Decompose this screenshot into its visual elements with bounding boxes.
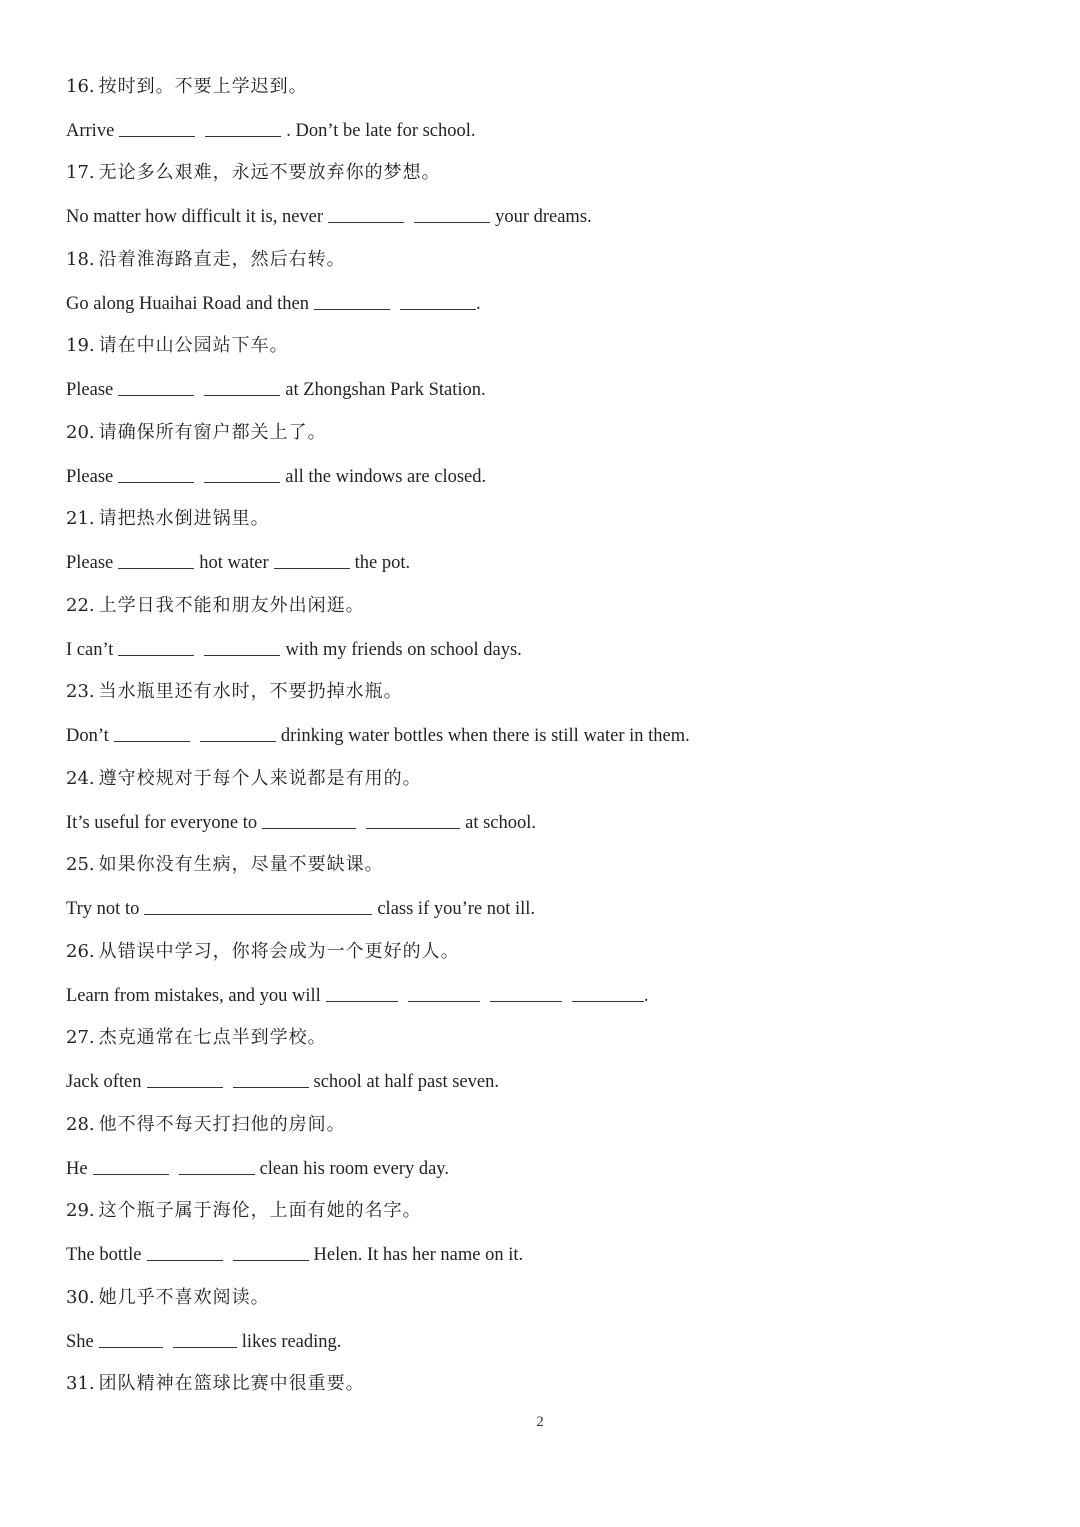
answer-blank[interactable] xyxy=(173,1331,237,1348)
question-22-answer xyxy=(66,636,522,664)
chinese-sentence: 从错误中学习，你将会成为一个更好的人。 xyxy=(98,941,460,962)
question-number: 16. xyxy=(66,76,95,97)
sentence-end: clean his room every day. xyxy=(259,1159,449,1179)
question-number: 21. xyxy=(66,508,95,529)
chinese-sentence: 她几乎不喜欢阅读。 xyxy=(98,1287,270,1308)
question-23-chinese xyxy=(66,678,403,706)
answer-blank[interactable] xyxy=(144,898,372,915)
answer-blank[interactable] xyxy=(205,120,281,137)
answer-blank[interactable] xyxy=(274,552,350,569)
sentence-start: Learn from mistakes, and you will xyxy=(66,986,321,1006)
sentence-end: school at half past seven. xyxy=(313,1072,499,1092)
chinese-sentence: 按时到。不要上学迟到。 xyxy=(98,76,308,97)
sentence-end: . xyxy=(643,986,649,1006)
question-30-answer xyxy=(66,1328,341,1356)
chinese-sentence: 当水瓶里还有水时，不要扔掉水瓶。 xyxy=(98,681,403,702)
question-31-chinese xyxy=(66,1370,365,1398)
answer-blank[interactable] xyxy=(204,466,280,483)
chinese-sentence: 他不得不每天打扫他的房间。 xyxy=(98,1114,346,1135)
sentence-start: She xyxy=(66,1332,94,1352)
question-27-answer xyxy=(66,1068,499,1096)
question-number: 18. xyxy=(66,249,95,270)
sentence-start: Please xyxy=(66,553,114,573)
answer-blank[interactable] xyxy=(204,639,280,656)
chinese-sentence: 如果你没有生病，尽量不要缺课。 xyxy=(98,854,384,875)
sentence-end: . xyxy=(476,294,481,314)
answer-blank[interactable] xyxy=(118,639,194,656)
sentence-start: Go along Huaihai Road and then xyxy=(66,294,310,314)
question-number: 30. xyxy=(66,1287,95,1308)
answer-blank[interactable] xyxy=(200,725,276,742)
chinese-sentence: 沿着淮海路直走，然后右转。 xyxy=(98,249,346,270)
question-number: 23. xyxy=(66,681,95,702)
answer-blank[interactable] xyxy=(400,293,476,310)
chinese-sentence: 上学日我不能和朋友外出闲逛。 xyxy=(98,595,365,616)
question-29-chinese xyxy=(66,1197,422,1225)
answer-blank[interactable] xyxy=(314,293,390,310)
question-30-chinese xyxy=(66,1284,270,1312)
answer-blank[interactable] xyxy=(326,985,398,1002)
chinese-sentence: 请确保所有窗户都关上了。 xyxy=(98,422,327,443)
chinese-sentence: 这个瓶子属于海伦，上面有她的名字。 xyxy=(98,1200,422,1221)
answer-blank[interactable] xyxy=(118,552,194,569)
question-26-answer xyxy=(66,982,648,1010)
answer-blank[interactable] xyxy=(490,985,562,1002)
question-18-answer xyxy=(66,290,481,318)
question-22-chinese xyxy=(66,592,365,620)
chinese-sentence: 遵守校规对于每个人来说都是有用的。 xyxy=(98,768,422,789)
question-19-chinese xyxy=(66,332,289,360)
sentence-end: drinking water bottles when there is still water in them. xyxy=(280,726,690,746)
sentence-end: the pot. xyxy=(354,553,411,573)
sentence-end: your dreams. xyxy=(495,207,592,227)
answer-blank[interactable] xyxy=(99,1331,163,1348)
question-number: 20. xyxy=(66,422,95,443)
sentence-end: with my friends on school days. xyxy=(285,640,522,660)
sentence-start: Arrive xyxy=(66,121,115,141)
sentence-end: all the windows are closed. xyxy=(285,467,487,487)
question-17-chinese xyxy=(66,159,441,187)
question-number: 29. xyxy=(66,1200,95,1221)
question-20-chinese xyxy=(66,419,327,447)
question-26-chinese xyxy=(66,938,460,966)
answer-blank[interactable] xyxy=(233,1071,309,1088)
question-21-chinese xyxy=(66,505,270,533)
question-number: 22. xyxy=(66,595,95,616)
question-number: 26. xyxy=(66,941,95,962)
chinese-sentence: 请把热水倒进锅里。 xyxy=(98,508,270,529)
chinese-sentence: 请在中山公园站下车。 xyxy=(98,335,289,356)
sentence-start: Jack often xyxy=(66,1072,142,1092)
sentence-start: He xyxy=(66,1159,88,1179)
question-20-answer xyxy=(66,463,486,491)
sentence-end: class if you’re not ill. xyxy=(377,899,536,919)
question-number: 31. xyxy=(66,1373,95,1394)
question-number: 28. xyxy=(66,1114,95,1135)
question-17-answer xyxy=(66,203,592,231)
question-29-answer xyxy=(66,1241,523,1269)
question-28-chinese xyxy=(66,1111,346,1139)
answer-blank[interactable] xyxy=(233,1244,309,1261)
answer-blank[interactable] xyxy=(147,1244,223,1261)
question-18-chinese xyxy=(66,246,346,274)
question-number: 19. xyxy=(66,335,95,356)
answer-blank[interactable] xyxy=(147,1071,223,1088)
sentence-end: likes reading. xyxy=(241,1332,342,1352)
answer-blank[interactable] xyxy=(204,379,280,396)
sentence-start: Don’t xyxy=(66,726,109,746)
question-24-chinese xyxy=(66,765,422,793)
sentence-start: Please xyxy=(66,467,114,487)
sentence-end: at Zhongshan Park Station. xyxy=(285,380,486,400)
chinese-sentence: 无论多么艰难，永远不要放弃你的梦想。 xyxy=(98,162,441,183)
answer-blank[interactable] xyxy=(366,812,460,829)
answer-blank[interactable] xyxy=(414,206,490,223)
question-19-answer xyxy=(66,376,486,404)
sentence-start: It’s useful for everyone to xyxy=(66,813,258,833)
question-23-answer xyxy=(66,722,690,750)
answer-blank[interactable] xyxy=(118,466,194,483)
chinese-sentence: 团队精神在篮球比赛中很重要。 xyxy=(98,1373,365,1394)
question-number: 24. xyxy=(66,768,95,789)
answer-blank[interactable] xyxy=(328,206,404,223)
sentence-end: Helen. It has her name on it. xyxy=(313,1245,524,1265)
page-number: 2 xyxy=(536,1414,544,1430)
question-number: 27. xyxy=(66,1027,95,1048)
question-28-answer xyxy=(66,1155,449,1183)
question-number: 17. xyxy=(66,162,95,183)
sentence-start: Please xyxy=(66,380,114,400)
question-25-chinese xyxy=(66,851,384,879)
sentence-middle: hot water xyxy=(199,553,269,573)
answer-blank[interactable] xyxy=(114,725,190,742)
answer-blank[interactable] xyxy=(179,1158,255,1175)
question-16-chinese xyxy=(66,73,308,101)
sentence-start: No matter how difficult it is, never xyxy=(66,207,324,227)
answer-blank[interactable] xyxy=(93,1158,169,1175)
question-24-answer xyxy=(66,809,536,837)
chinese-sentence: 杰克通常在七点半到学校。 xyxy=(98,1027,327,1048)
question-number: 25. xyxy=(66,854,95,875)
answer-blank[interactable] xyxy=(262,812,356,829)
answer-blank[interactable] xyxy=(119,120,195,137)
sentence-start: The bottle xyxy=(66,1245,142,1265)
answer-blank[interactable] xyxy=(572,985,644,1002)
question-21-answer xyxy=(66,549,410,577)
sentence-start: Try not to xyxy=(66,899,140,919)
answer-blank[interactable] xyxy=(408,985,480,1002)
sentence-end: . Don’t be late for school. xyxy=(286,121,476,141)
sentence-start: I can’t xyxy=(66,640,114,660)
sentence-end: at school. xyxy=(465,813,537,833)
answer-blank[interactable] xyxy=(118,379,194,396)
question-27-chinese xyxy=(66,1024,327,1052)
question-25-answer xyxy=(66,895,535,923)
question-16-answer xyxy=(66,117,476,145)
